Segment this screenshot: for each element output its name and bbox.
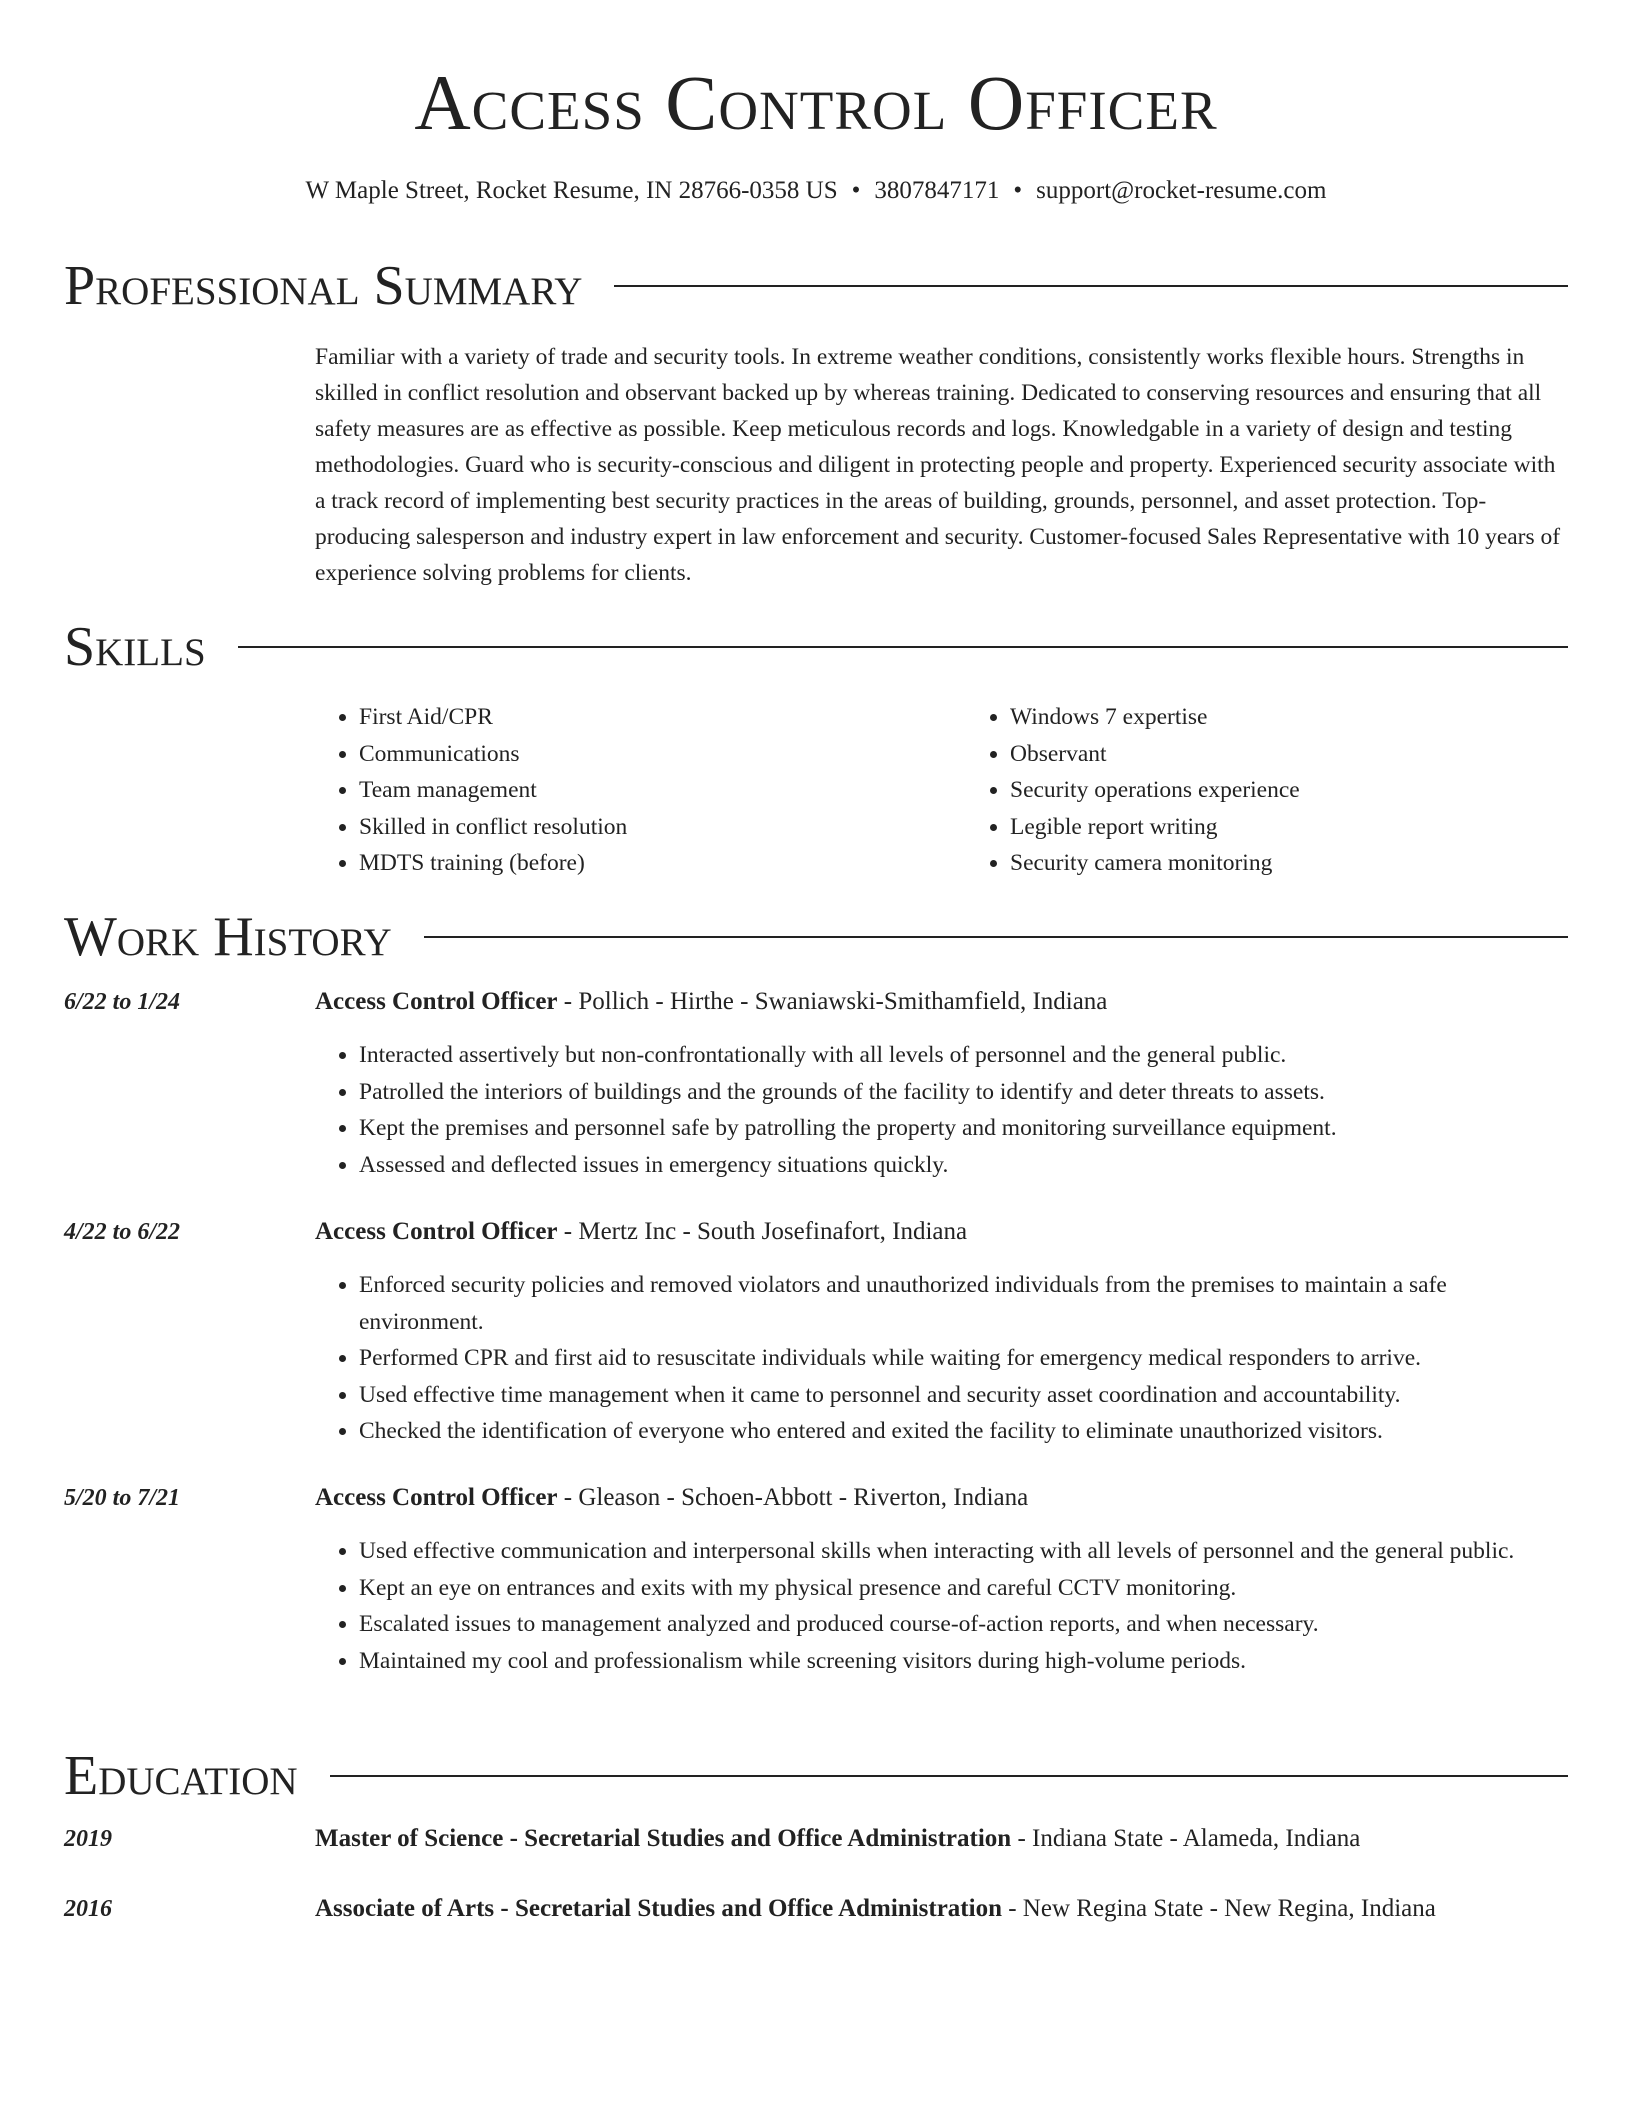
section-title: Work History [64,906,392,968]
school-location: - Indiana State - Alameda, Indiana [1011,1825,1361,1852]
skill-item: • MDTS training (before) [359,845,919,882]
skills-section-header [64,612,1568,682]
employer-location: - Gleason - Schoen-Abbott - Riverton, Indiana [557,1484,1029,1511]
skill-item: • Security camera monitoring [1010,845,1570,882]
employer-location: - Pollich - Hirthe - Swaniawski-Smithamfield, Indiana [557,988,1108,1015]
contact-address: W Maple Street, Rocket Resume, IN 28766-0358 US [305,177,838,204]
education-year: 2016 [64,1896,112,1922]
work-bullet: • Kept the premises and personnel safe by patrolling the property and monitoring surveillance equipment. [359,1110,1570,1147]
education-heading [315,1822,1360,1856]
contact-separator: • [851,177,861,204]
work-heading [315,1215,967,1249]
section-title: Education [64,1745,298,1807]
work-dates: 6/22 to 1/24 [64,989,181,1015]
section-divider [424,936,1568,938]
work-section-header [64,902,1568,972]
school-location: - New Regina State - New Regina, Indiana [1001,1895,1436,1922]
employer-location: - Mertz Inc - South Josefinafort, Indiana [557,1218,968,1245]
work-bullets [315,1037,1570,1183]
skills-column-left [315,699,919,882]
work-bullet: • Interacted assertively but non-confrontationally with all levels of personnel and the general public. [359,1037,1570,1074]
work-bullet: • Escalated issues to management analyzed and produced course-of-action reports, and when necessary. [359,1606,1570,1643]
work-dates: 5/20 to 7/21 [64,1485,181,1511]
work-bullet: • Performed CPR and first aid to resuscitate individuals while waiting for emergency medical responders to arrive. [359,1340,1570,1377]
skill-item: • First Aid/CPR [359,699,919,736]
work-bullet: • Patrolled the interiors of buildings and the grounds of the facility to identify and deter threats to assets. [359,1074,1570,1111]
job-title: Access Control Officer [315,1484,558,1511]
degree-title: Associate of Arts - Secretarial Studies and Office Administration [315,1895,1002,1922]
work-bullet: • Used effective time management when it came to personnel and security asset coordination and accountability. [359,1377,1570,1414]
education-heading [315,1892,1436,1926]
skill-item: • Security operations experience [1010,772,1570,809]
section-divider [238,646,1568,648]
work-bullet: • Used effective communication and interpersonal skills when interacting with all levels of personnel and the general public. [359,1533,1570,1570]
section-title: Professional Summary [64,255,583,317]
work-bullet: • Enforced security policies and removed violators and unauthorized individuals from the premises to maintain a safe environment. [359,1267,1570,1340]
skill-item: • Observant [1010,736,1570,773]
skill-item: • Communications [359,736,919,773]
section-divider [614,285,1568,287]
work-heading [315,1481,1028,1515]
education-section-header [64,1741,1568,1811]
skill-item: • Windows 7 expertise [1010,699,1570,736]
job-title: Access Control Officer [315,988,558,1015]
skill-item: • Skilled in conflict resolution [359,809,919,846]
education-year: 2019 [64,1826,112,1852]
contact-line [0,174,1632,208]
contact-separator: • [1013,177,1023,204]
work-bullets [315,1267,1570,1450]
job-title: Access Control Officer [315,1218,558,1245]
summary-section-header [64,251,1568,321]
section-title: Skills [64,616,206,678]
summary-text: Familiar with a variety of trade and security tools. In extreme weather conditions, consistently works flexible hours. Strengths in skilled in conflict resolution and observant backed up by whereas training. Dedicated to conserving resources and ensuring that all safety measures are as effective as possible. Keep meticulous records and logs. Knowledgable in a variety of design and testing methodologies. Guard who is security-conscious and diligent in protecting people and property. Experienced security associate with a track record of implementing best security practices in the areas of building, grounds, personnel, and asset protection. Top-producing salesperson and industry expert in law enforcement and security. Customer-focused Sales Representative with 10 years of experience solving problems for clients. [315,344,1561,586]
skills-column-right [966,699,1570,882]
work-bullet: • Assessed and deflected issues in emergency situations quickly. [359,1147,1570,1184]
section-divider [330,1775,1568,1777]
degree-title: Master of Science - Secretarial Studies and Office Administration [315,1825,1012,1852]
work-bullet: • Kept an eye on entrances and exits with my physical presence and careful CCTV monitoring. [359,1570,1570,1607]
work-bullets [315,1533,1570,1679]
skills-list [315,699,1570,882]
contact-email: support@rocket-resume.com [1036,177,1327,204]
skill-item: • Legible report writing [1010,809,1570,846]
contact-phone: 3807847171 [874,177,1000,204]
work-dates: 4/22 to 6/22 [64,1219,181,1245]
work-heading [315,985,1107,1019]
skill-item: • Team management [359,772,919,809]
work-bullet: • Checked the identification of everyone who entered and exited the facility to eliminate unauthorized visitors. [359,1413,1570,1450]
resume-name: Access Control Officer [414,59,1218,146]
work-bullet: • Maintained my cool and professionalism while screening visitors during high-volume periods. [359,1643,1570,1680]
